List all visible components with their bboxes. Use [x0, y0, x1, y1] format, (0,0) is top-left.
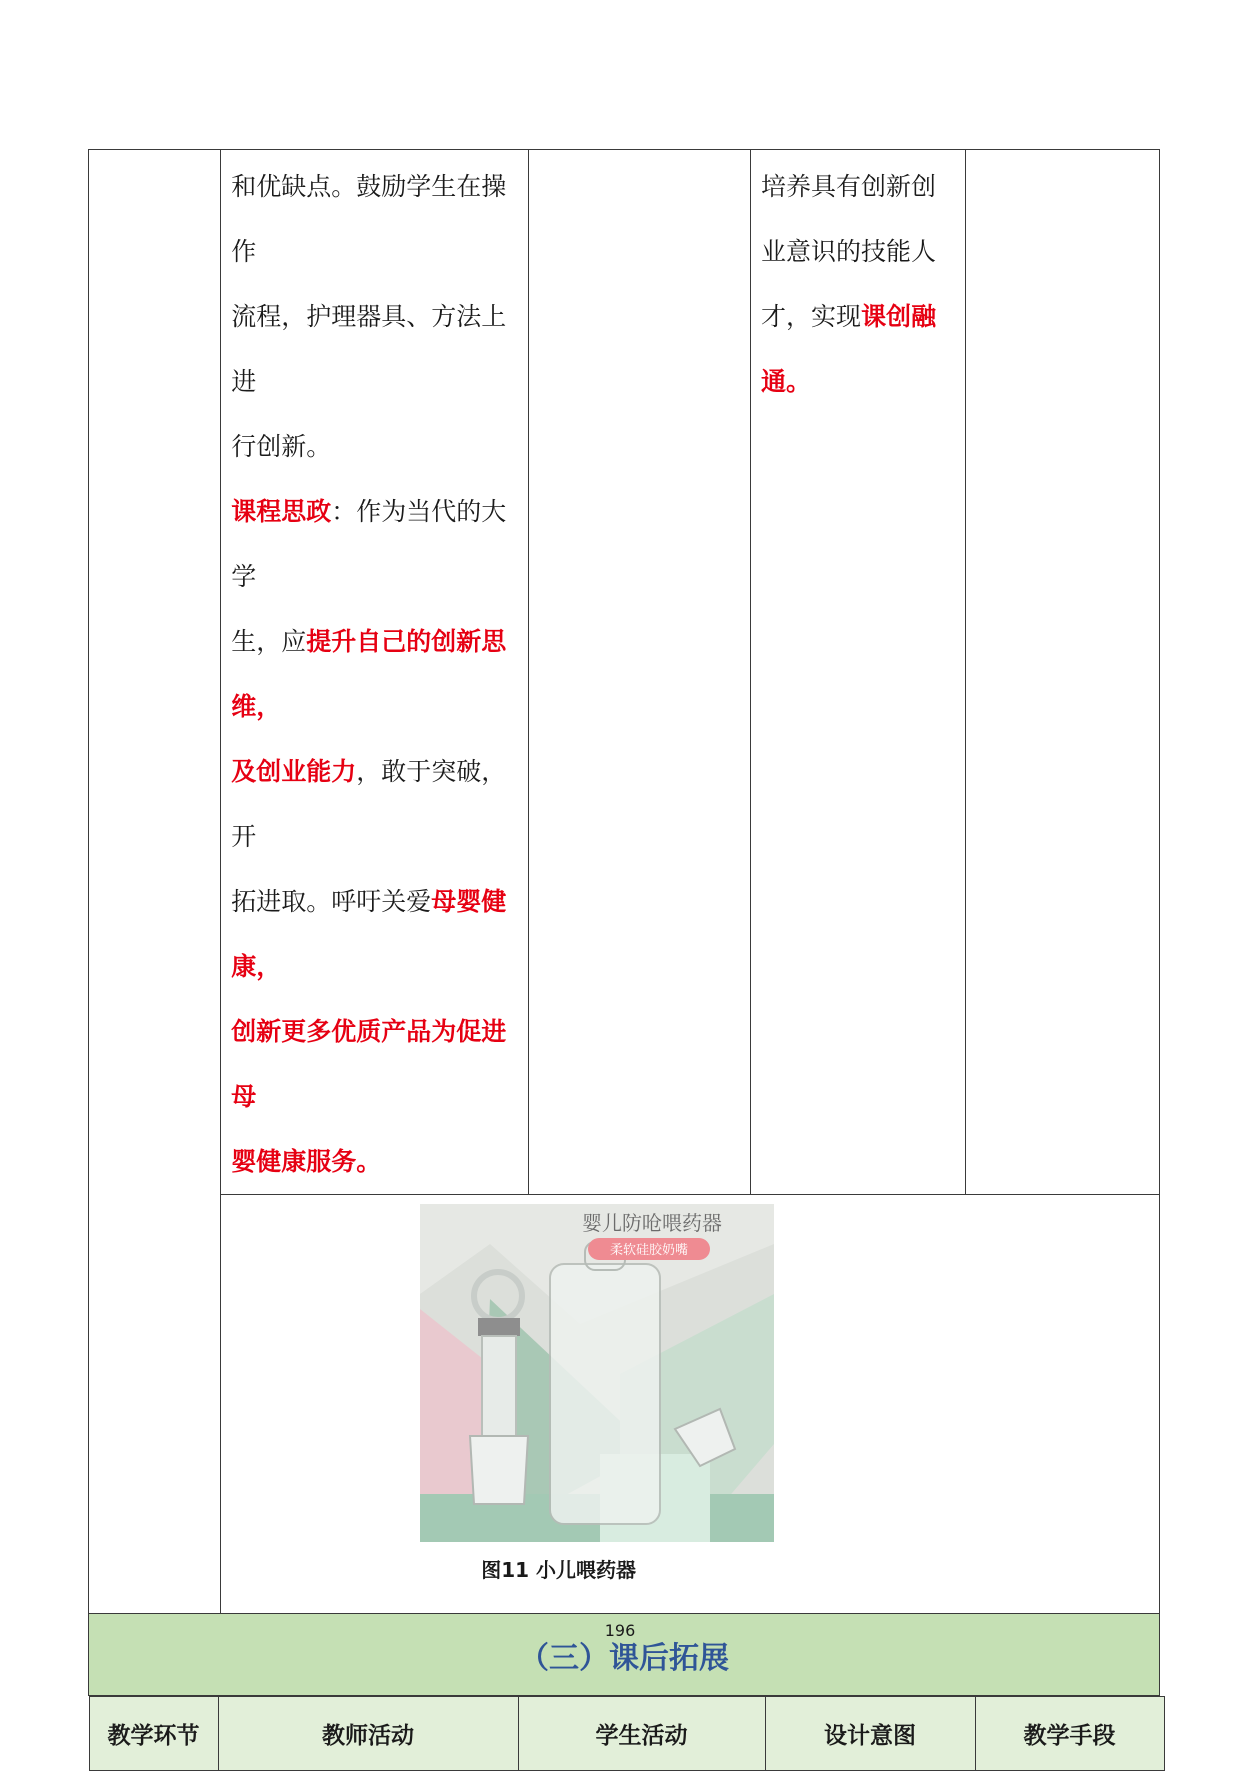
emphasis-text: 课创融	[861, 302, 936, 331]
emphasis-text: 母婴健康，	[231, 887, 506, 981]
emphasis-text: 及创业能力	[231, 757, 356, 786]
text-line	[761, 284, 955, 349]
design-intent-cell	[751, 150, 966, 1195]
text-line	[231, 609, 517, 739]
content-row	[89, 150, 1160, 1195]
header-teaching-stage: 教学环节	[89, 1697, 218, 1771]
text-line: 婴健康服务。	[231, 1129, 517, 1194]
text-fragment: 才，实现	[761, 302, 861, 331]
text-line	[231, 479, 517, 609]
text-fragment: ，敢于突破，开	[231, 757, 506, 851]
lesson-plan-table	[88, 149, 1160, 1771]
teaching-stage-cell	[89, 150, 221, 1614]
text-fragment: ：作为当代的大学	[231, 497, 506, 591]
header-inner-table	[89, 1696, 1165, 1771]
header-student-activity: 学生活动	[518, 1697, 765, 1771]
text-line	[231, 869, 517, 999]
figure-row	[89, 1195, 1160, 1614]
ideology-label: 课程思政	[231, 497, 331, 526]
teaching-method-cell	[966, 150, 1160, 1195]
header-teacher-activity: 教师活动	[218, 1697, 518, 1771]
section-title: （三）课后拓展	[519, 1641, 729, 1676]
teacher-activity-cell	[221, 150, 528, 1195]
product-subtitle: 柔软硅胶奶嘴	[610, 1242, 688, 1258]
header-design-intent: 设计意图	[765, 1697, 975, 1771]
text-line: 行创新。	[231, 414, 517, 479]
header-wrap	[89, 1696, 1160, 1771]
header-teaching-method: 教学手段	[975, 1697, 1164, 1771]
text-fragment: 拓进取。呼吁关爱	[231, 887, 431, 916]
text-line: 流程，护理器具、方法上进	[231, 284, 517, 414]
text-line: 和优缺点。鼓励学生在操作	[231, 154, 517, 284]
emphasis-text: 提升自己的创新思维，	[231, 627, 506, 721]
figure-cell	[221, 1195, 1160, 1614]
text-line	[231, 739, 517, 869]
table-header-row	[89, 1697, 1164, 1771]
text-line: 通。	[761, 349, 955, 414]
text-line: 培养具有创新创	[761, 154, 955, 219]
header-wrap-row	[89, 1696, 1160, 1771]
page-number: 196	[0, 1621, 1240, 1640]
text-line: 创新更多优质产品为促进母	[231, 999, 517, 1129]
student-activity-cell	[528, 150, 750, 1195]
figure-caption: 图11 小儿喂药器	[481, 1554, 636, 1583]
text-line: 业意识的技能人	[761, 219, 955, 284]
product-title: 婴儿防呛喂药器	[582, 1211, 722, 1235]
text-fragment: 生，应	[231, 627, 306, 656]
product-photo	[420, 1204, 774, 1542]
